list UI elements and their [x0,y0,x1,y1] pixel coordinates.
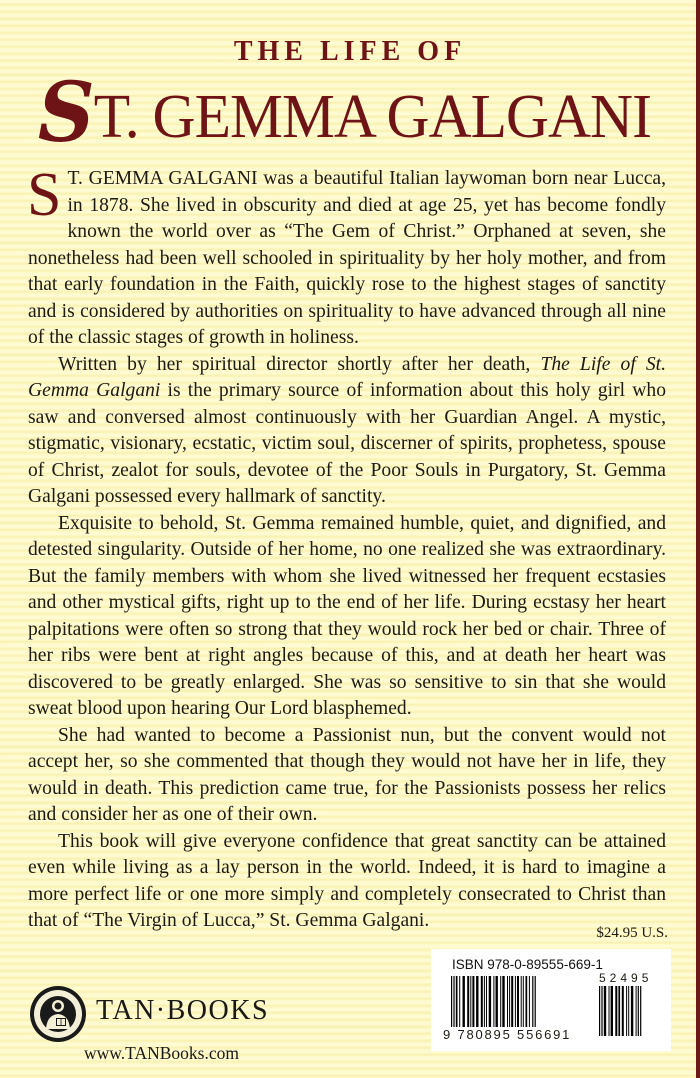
tan-books-seal-icon [29,985,87,1048]
addon-bar [609,986,610,1036]
publisher-name: TAN·BOOKS [96,995,270,1026]
isbn-bar [484,976,485,1028]
addon-bar [611,986,613,1036]
title-initial: S [37,65,94,161]
paragraph-1-text: T. GEMMA GALGANI was a beautiful Italian laywoman born near Lucca, in 1878. She lived in obscurity and died at age 25, yet has become fondly known the world over as “The Gem of Christ.” Orphaned at seven, she nonetheless had been well schooled in spirituality by her holy mother, and from that early foundation in the Faith, quickly rose to the highest stages of sanctity and is considered by authorities on spirituality to have advanced through all nine of the classic stages of growth in holiness. [28,168,666,348]
addon-bar [636,986,637,1036]
isbn-guard-bar [532,976,533,1034]
spine-edge [696,0,700,1078]
addon-bar [618,986,620,1036]
isbn-guard-bar [451,976,452,1034]
isbn-bar [517,976,519,1028]
isbn-bar [481,976,483,1028]
addon-guard-bar [640,986,641,1036]
price: $24.95 U.S. [596,925,668,941]
paragraph-2 [28,352,666,511]
isbn-bar [521,976,522,1028]
addon-bar [622,986,624,1036]
book-title-italic: The Life of St. Gemma Galgani [28,353,667,401]
isbn-bar [511,976,513,1028]
book-title [18,65,671,161]
isbn-bar [463,976,465,1028]
paragraph-5: This book will give everyone confidence that great sanctity can be attained even while living as a lay person in the world. Indeed, it is hard to imagine a more perfect life or one more simply and completely consecrated to Christ than that of “The Virgin of Lucca,” St. Gemma Galgani. [28,830,666,931]
isbn-bar [467,976,469,1028]
publisher-website[interactable]: www.TANBooks.com [84,1043,239,1063]
isbn-bar [486,976,487,1028]
isbn-bar [470,976,471,1028]
isbn-barcode-box [431,949,671,1051]
isbn-bar [500,976,501,1028]
paragraph-4: She had wanted to become a Passionist nun, but the convent would not accept her, so she commented that though they would not have her in life, they would in death. This prediction came true, for the Passionists possess her relics and consider her as one of their own. [28,724,666,825]
addon-bar [628,986,629,1036]
paragraph-2-before: Written by her spiritual director shortly after her death, [58,353,541,375]
isbn-bar [507,976,508,1028]
barcode-digits: 9 780895 556691 [443,1027,572,1042]
isbn-bar [456,976,458,1028]
isbn-bar [529,976,530,1028]
isbn-bar [502,976,504,1028]
addon-bar [631,986,633,1036]
addon-guard-bar [601,986,602,1036]
addon-bar [604,986,606,1036]
paragraph-3: Exquisite to behold, St. Gemma remained humble, quiet, and dignified, and detested singularity. Outside of her home, no one realized she was extraordinary. But the family members with whom she lived witnessed her frequent ecstasies and other mystical gifts, right up to the end of her life. During ecstasy her heart palpitations were often so strong that they would rock her bed or chair. Three of her ribs were bent at right angles because of this, and at death her heart was discovered to be greatly enlarged. She was so sensitive to sin that she would sweat blood upon hearing Our Lord blasphemed. [28,512,666,719]
addon-guard-bar [599,986,600,1036]
description [27,161,667,935]
addon-guard-bar [638,986,639,1036]
pretitle: THE LIFE OF [233,36,467,67]
isbn-bar [515,976,516,1028]
title-rest: T. GEMMA GALGANI [93,83,651,151]
isbn-bar [496,976,498,1028]
addon-bar [615,986,617,1036]
isbn-bar [526,976,528,1028]
isbn-bar [459,976,460,1028]
paragraph-2-after: is the primary source of information about this holy girl who saw and conversed almost continuously with her Guardian Angel. A mystic, stigmatic, visionary, ecstatic, victim soul, discerner of spirits, prophetess, spouse of Christ, zealot for souls, devotee of the Poor Souls in Purgatory, St. Gemma Galgani possessed every hallmark of sanctity. [28,380,666,507]
isbn-bar [489,976,491,1028]
isbn-guard-bar [453,976,454,1034]
isbn-bar [493,976,494,1028]
paragraph-1 [27,161,666,352]
isbn-bar [509,976,510,1028]
isbn-guard-bar [535,976,536,1034]
addon-bar [626,986,627,1036]
isbn-bar [476,976,478,1028]
isbn-bar [523,976,524,1028]
addon-digits: 52495 [599,971,653,985]
isbn-label: ISBN 978-0-89555-669-1 [452,957,603,972]
dropcap: S [27,161,62,229]
isbn-bar [472,976,474,1028]
